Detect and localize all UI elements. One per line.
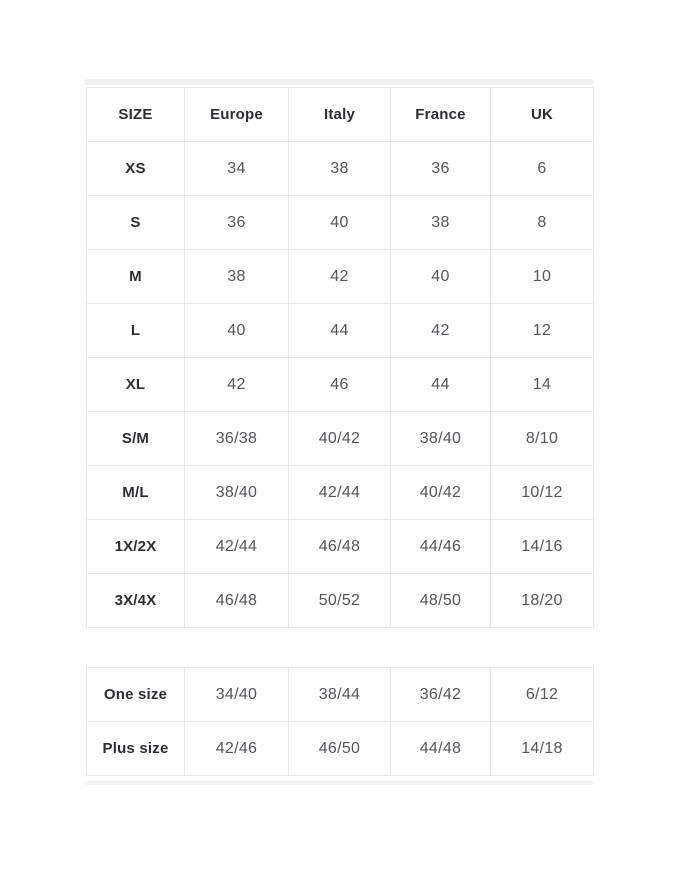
size-value-cell: 8 — [491, 196, 594, 250]
table-bottom-edge-strip — [84, 781, 594, 785]
size-value-cell: 34 — [185, 142, 289, 196]
column-header: France — [391, 88, 491, 142]
size-value-cell: 38/40 — [185, 466, 289, 520]
table-row — [87, 668, 594, 722]
size-value-cell: 44/48 — [391, 722, 491, 776]
column-header: Italy — [289, 88, 391, 142]
size-label-cell: XL — [87, 358, 185, 412]
size-value-cell: 38 — [289, 142, 391, 196]
header-row — [87, 88, 594, 142]
size-value-cell: 10 — [491, 250, 594, 304]
column-header: SIZE — [87, 88, 185, 142]
size-value-cell: 46 — [289, 358, 391, 412]
size-value-cell: 14/18 — [491, 722, 594, 776]
size-value-cell: 38/44 — [289, 668, 391, 722]
size-value-cell: 38 — [391, 196, 491, 250]
size-value-cell: 40 — [391, 250, 491, 304]
size-label-cell: S/M — [87, 412, 185, 466]
size-label-cell: XS — [87, 142, 185, 196]
size-value-cell: 42/46 — [185, 722, 289, 776]
size-label-cell: One size — [87, 668, 185, 722]
table-row — [87, 466, 594, 520]
size-value-cell: 38/40 — [391, 412, 491, 466]
size-value-cell: 44/46 — [391, 520, 491, 574]
size-value-cell: 42 — [185, 358, 289, 412]
table-row — [87, 250, 594, 304]
size-value-cell: 40 — [289, 196, 391, 250]
table-row — [87, 412, 594, 466]
size-value-cell: 40/42 — [289, 412, 391, 466]
table-row — [87, 722, 594, 776]
size-value-cell: 18/20 — [491, 574, 594, 628]
table-row — [87, 520, 594, 574]
size-value-cell: 42 — [391, 304, 491, 358]
size-value-cell: 14 — [491, 358, 594, 412]
size-label-cell: S — [87, 196, 185, 250]
size-value-cell: 36 — [185, 196, 289, 250]
size-value-cell: 36/38 — [185, 412, 289, 466]
size-value-cell: 50/52 — [289, 574, 391, 628]
size-value-cell: 12 — [491, 304, 594, 358]
size-label-cell: M — [87, 250, 185, 304]
table-row — [87, 304, 594, 358]
special-sizes-body — [87, 668, 594, 776]
column-header: Europe — [185, 88, 289, 142]
size-value-cell: 10/12 — [491, 466, 594, 520]
size-value-cell: 42 — [289, 250, 391, 304]
size-value-cell: 40 — [185, 304, 289, 358]
size-table-body — [87, 142, 594, 628]
table-row — [87, 574, 594, 628]
size-value-cell: 6 — [491, 142, 594, 196]
size-label-cell: L — [87, 304, 185, 358]
size-value-cell: 46/50 — [289, 722, 391, 776]
size-value-cell: 42/44 — [289, 466, 391, 520]
size-label-cell: M/L — [87, 466, 185, 520]
table-row — [87, 358, 594, 412]
size-value-cell: 36 — [391, 142, 491, 196]
size-value-cell: 42/44 — [185, 520, 289, 574]
size-table-header — [87, 88, 594, 142]
size-label-cell: 1X/2X — [87, 520, 185, 574]
size-value-cell: 8/10 — [491, 412, 594, 466]
size-value-cell: 44 — [391, 358, 491, 412]
size-value-cell: 6/12 — [491, 668, 594, 722]
size-conversion-table — [86, 87, 594, 628]
size-label-cell: 3X/4X — [87, 574, 185, 628]
size-label-cell: Plus size — [87, 722, 185, 776]
table-top-edge-strip — [84, 79, 594, 85]
size-value-cell: 46/48 — [289, 520, 391, 574]
table-row — [87, 196, 594, 250]
size-value-cell: 48/50 — [391, 574, 491, 628]
size-value-cell: 36/42 — [391, 668, 491, 722]
table-row — [87, 142, 594, 196]
size-value-cell: 34/40 — [185, 668, 289, 722]
size-value-cell: 46/48 — [185, 574, 289, 628]
size-value-cell: 14/16 — [491, 520, 594, 574]
size-value-cell: 38 — [185, 250, 289, 304]
size-value-cell: 40/42 — [391, 466, 491, 520]
size-value-cell: 44 — [289, 304, 391, 358]
column-header: UK — [491, 88, 594, 142]
special-sizes-table — [86, 667, 594, 776]
